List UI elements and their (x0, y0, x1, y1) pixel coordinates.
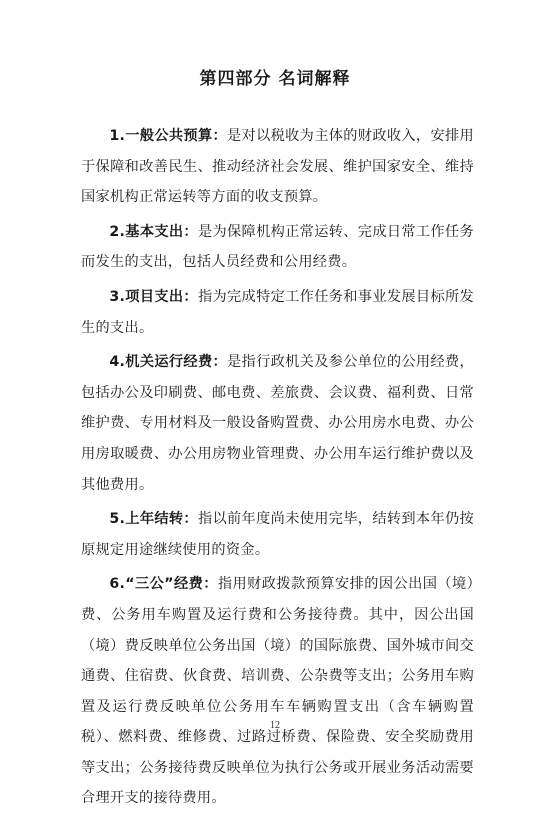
definitions-body (81, 121, 474, 818)
definition-text: 是指行政机关及参公单位的公用经费，包括办公及印刷费、邮电费、差旅费、会议费、福利费、日常维护费、专用材料及一般设备购置费、办公用房水电费、办公用房取暖费、办公用房物业管理费、办公用车运行维护费以及其他费用。 (81, 354, 474, 493)
page-number: 12 (270, 720, 280, 731)
definition-text: 是为保障机构正常运转、完成日常工作任务而发生的支出，包括人员经费和公用经费。 (81, 223, 474, 271)
definition-term: 6.“三公”经费： (109, 576, 218, 593)
definition-text: 指用财政拨款预算安排的因公出国（境）费、公务用车购置及运行费和公务接待费。其中，因公出国（境）费反映单位公务出国（境）的国际旅费、国外城市间交通费、住宿费、伙食费、培训费、公杂费等支出；公务用车购置及运行费反映单位公务用车车辆购置支出（含车辆购置税）、燃料费、维修费、过路过桥费、保险费、安全奖励费用等支出；公务接待费反映单位为执行公务或开展业务活动需要合理开支的接待费用。 (81, 576, 474, 807)
definition-basic-expenditure (81, 217, 474, 278)
definition-term: 5.上年结转： (109, 511, 198, 528)
definition-operating-expenses (81, 347, 474, 500)
definition-term: 4.机关运行经费： (109, 354, 228, 371)
definition-text: 是对以税收为主体的财政收入，安排用于保障和改善民生、推动经济社会发展、维护国家安全、维持国家机构正常运转等方面的收支预算。 (81, 128, 474, 206)
definition-term: 2.基本支出： (109, 223, 198, 240)
definition-text: 指以前年度尚未使用完毕，结转到本年仍按原规定用途继续使用的资金。 (81, 511, 474, 558)
definition-three-public-expenses (81, 569, 474, 814)
definition-term: 3.项目支出： (109, 288, 198, 305)
definition-carryover (81, 504, 474, 565)
definition-general-public-budget (81, 121, 474, 213)
definition-term: 1.一般公共预算： (109, 128, 228, 144)
definition-project-expenditure (81, 282, 474, 343)
page-title: 第四部分 名词解释 (199, 69, 351, 89)
definition-text: 指为完成特定工作任务和事业发展目标所发生的支出。 (81, 288, 474, 336)
